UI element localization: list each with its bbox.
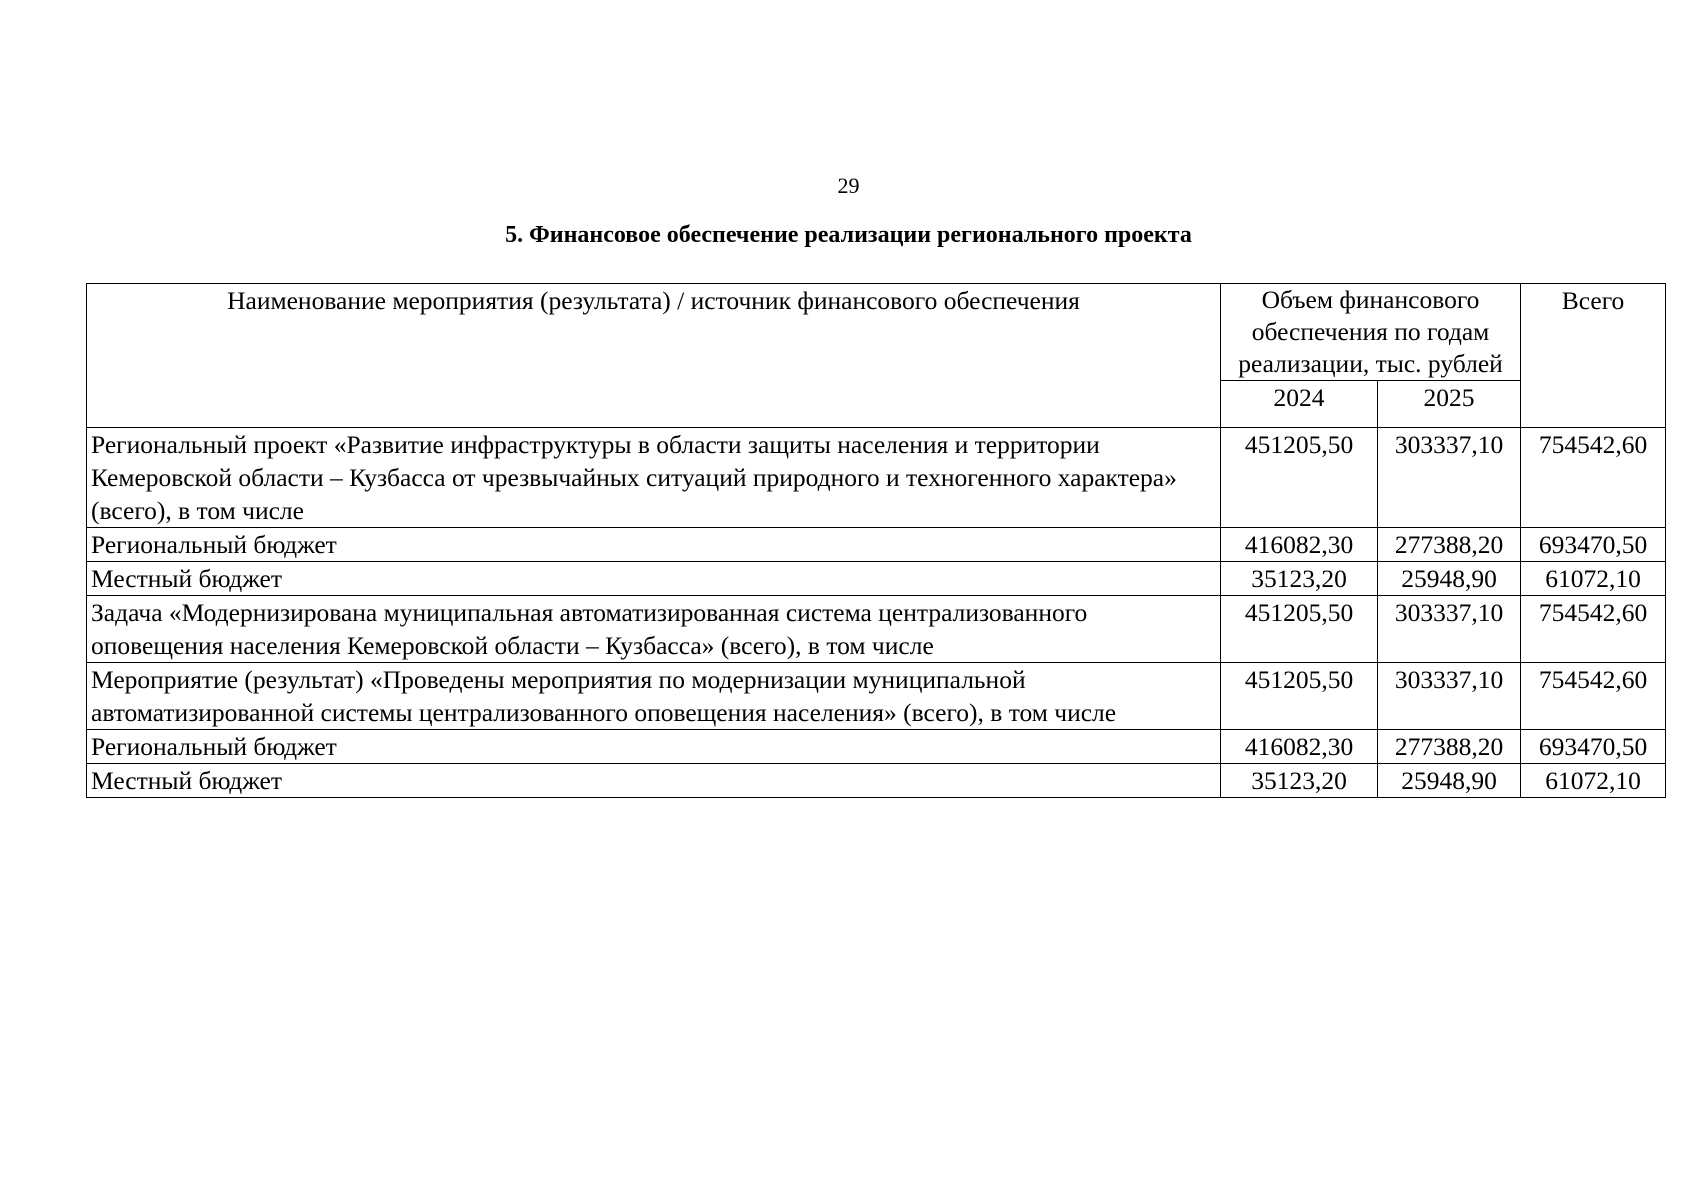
table-row xyxy=(87,528,1666,562)
row-name: Местный бюджет xyxy=(87,562,1221,596)
row-value-2024: 416082,30 xyxy=(1221,730,1378,764)
table-row xyxy=(87,730,1666,764)
row-name: Местный бюджет xyxy=(87,764,1221,798)
header-row xyxy=(87,284,1666,381)
row-value-2025: 303337,10 xyxy=(1378,596,1521,663)
table-row xyxy=(87,562,1666,596)
row-value-total: 754542,60 xyxy=(1521,663,1666,730)
header-name: Наименование мероприятия (результата) / источник финансового обеспечения xyxy=(87,284,1221,428)
header-year-2024: 2024 xyxy=(1221,381,1378,428)
table-row xyxy=(87,428,1666,528)
row-name: Задача «Модернизирована муниципальная автоматизированная система централизованного оповещения населения Кемеровской области – Кузбасса» (всего), в том числе xyxy=(87,596,1221,663)
row-value-2025: 303337,10 xyxy=(1378,663,1521,730)
row-name: Региональный бюджет xyxy=(87,528,1221,562)
table-row xyxy=(87,663,1666,730)
row-name: Мероприятие (результат) «Проведены мероприятия по модернизации муниципальной автоматизированной системы централизованного оповещения населения» (всего), в том числе xyxy=(87,663,1221,730)
header-year-2025: 2025 xyxy=(1378,381,1521,428)
row-value-2025: 277388,20 xyxy=(1378,730,1521,764)
table-row xyxy=(87,596,1666,663)
row-value-2024: 451205,50 xyxy=(1221,663,1378,730)
row-value-total: 754542,60 xyxy=(1521,428,1666,528)
table-row xyxy=(87,764,1666,798)
row-value-2024: 35123,20 xyxy=(1221,764,1378,798)
row-value-2025: 303337,10 xyxy=(1378,428,1521,528)
row-value-2025: 277388,20 xyxy=(1378,528,1521,562)
financing-table xyxy=(86,283,1666,798)
row-value-total: 61072,10 xyxy=(1521,764,1666,798)
row-value-2024: 416082,30 xyxy=(1221,528,1378,562)
row-value-total: 754542,60 xyxy=(1521,596,1666,663)
table-body xyxy=(87,428,1666,798)
row-value-2024: 451205,50 xyxy=(1221,596,1378,663)
header-volume: Объем финансового обеспечения по годам реализации, тыс. рублей xyxy=(1221,284,1521,381)
row-value-2024: 35123,20 xyxy=(1221,562,1378,596)
row-value-2024: 451205,50 xyxy=(1221,428,1378,528)
row-value-2025: 25948,90 xyxy=(1378,562,1521,596)
section-title: 5. Финансовое обеспечение реализации регионального проекта xyxy=(505,222,1192,248)
row-name: Региональный проект «Развитие инфраструктуры в области защиты населения и территории Кемеровской области – Кузбасса от чрезвычайных ситуаций природного и техногенного характера» (всего), в том числе xyxy=(87,428,1221,528)
row-value-total: 61072,10 xyxy=(1521,562,1666,596)
row-name: Региональный бюджет xyxy=(87,730,1221,764)
row-value-2025: 25948,90 xyxy=(1378,764,1521,798)
table-header xyxy=(87,284,1666,428)
row-value-total: 693470,50 xyxy=(1521,528,1666,562)
row-value-total: 693470,50 xyxy=(1521,730,1666,764)
header-total: Всего xyxy=(1521,284,1666,428)
page-number: 29 xyxy=(837,173,860,198)
